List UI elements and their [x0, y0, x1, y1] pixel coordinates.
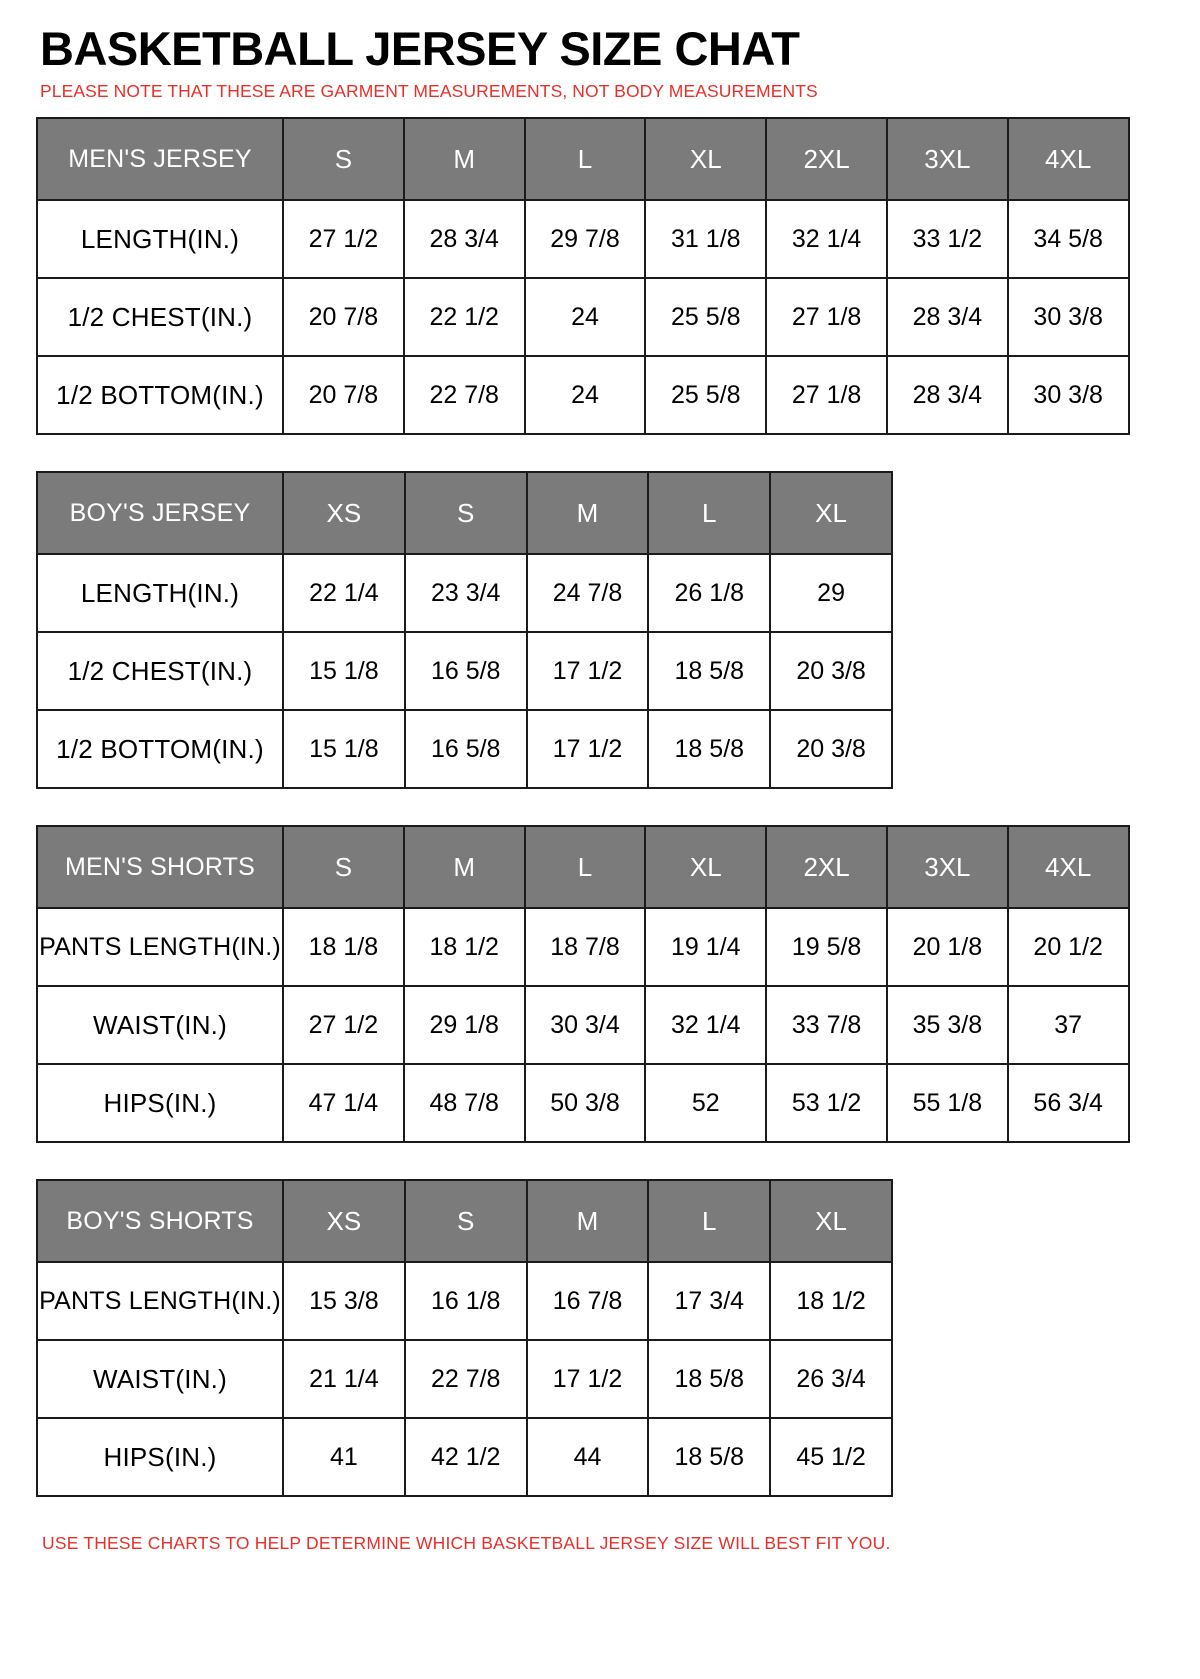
table-cell: 27 1/2	[283, 986, 404, 1064]
table-cell: 27 1/2	[283, 200, 404, 278]
table-cell: 32 1/4	[766, 200, 887, 278]
table-cell: 53 1/2	[766, 1064, 887, 1142]
table-row	[37, 710, 892, 788]
table-header-row	[37, 826, 1129, 908]
table-header-row	[37, 118, 1129, 200]
table-cell: 18 1/2	[770, 1262, 892, 1340]
table-cell: 22 7/8	[404, 356, 525, 434]
row-label: 1/2 BOTTOM(IN.)	[37, 710, 283, 788]
table-cell: 22 1/2	[404, 278, 525, 356]
table-header-cell: M	[527, 1180, 649, 1262]
table-header-cell: MEN'S JERSEY	[37, 118, 283, 200]
table-cell: 37	[1008, 986, 1129, 1064]
row-label: WAIST(IN.)	[37, 986, 283, 1064]
table-cell: 18 5/8	[648, 632, 770, 710]
row-label: 1/2 BOTTOM(IN.)	[37, 356, 283, 434]
table-cell: 15 3/8	[283, 1262, 405, 1340]
row-label: PANTS LENGTH(IN.)	[37, 1262, 283, 1340]
table-header-cell: BOY'S SHORTS	[37, 1180, 283, 1262]
table-cell: 44	[527, 1418, 649, 1496]
table-cell: 16 1/8	[405, 1262, 527, 1340]
table-header-cell: 4XL	[1008, 118, 1129, 200]
row-label: HIPS(IN.)	[37, 1418, 283, 1496]
table-row	[37, 1418, 892, 1496]
table-cell: 17 3/4	[648, 1262, 770, 1340]
table-cell: 29 7/8	[525, 200, 646, 278]
table-header-cell: M	[404, 118, 525, 200]
table-cell: 20 7/8	[283, 356, 404, 434]
table-cell: 17 1/2	[527, 1340, 649, 1418]
table-header-cell: 2XL	[766, 118, 887, 200]
table-cell: 45 1/2	[770, 1418, 892, 1496]
table-cell: 18 5/8	[648, 1340, 770, 1418]
table-cell: 29 1/8	[404, 986, 525, 1064]
table-cell: 32 1/4	[645, 986, 766, 1064]
footer-note: USE THESE CHARTS TO HELP DETERMINE WHICH BASKETBALL JERSEY SIZE WILL BEST FIT YOU.	[42, 1533, 891, 1554]
table-row	[37, 356, 1129, 434]
table-row	[37, 1064, 1129, 1142]
table-cell: 22 7/8	[405, 1340, 527, 1418]
table-cell: 42 1/2	[405, 1418, 527, 1496]
table-header-cell: 3XL	[887, 826, 1008, 908]
table-cell: 25 5/8	[645, 278, 766, 356]
table-mens-jersey	[36, 117, 1130, 435]
table-header-cell: BOY'S JERSEY	[37, 472, 283, 554]
table-cell: 35 3/8	[887, 986, 1008, 1064]
table-cell: 22 1/4	[283, 554, 405, 632]
table-cell: 52	[645, 1064, 766, 1142]
table-header-cell: MEN'S SHORTS	[37, 826, 283, 908]
row-label: 1/2 CHEST(IN.)	[37, 632, 283, 710]
page-title: BASKETBALL JERSEY SIZE CHAT	[40, 22, 800, 75]
table-cell: 31 1/8	[645, 200, 766, 278]
table-cell: 26 3/4	[770, 1340, 892, 1418]
table-header-cell: 4XL	[1008, 826, 1129, 908]
table-cell: 27 1/8	[766, 278, 887, 356]
table-cell: 18 5/8	[648, 710, 770, 788]
table-row	[37, 1262, 892, 1340]
row-label: LENGTH(IN.)	[37, 554, 283, 632]
table-cell: 24 7/8	[527, 554, 649, 632]
table-mens-shorts	[36, 825, 1130, 1143]
table-cell: 29	[770, 554, 892, 632]
row-label: PANTS LENGTH(IN.)	[37, 908, 283, 986]
table-cell: 24	[525, 356, 646, 434]
table-header-cell: S	[405, 472, 527, 554]
table-row	[37, 1340, 892, 1418]
table-row	[37, 986, 1129, 1064]
table-cell: 20 1/8	[887, 908, 1008, 986]
table-cell: 30 3/8	[1008, 278, 1129, 356]
table-cell: 20 1/2	[1008, 908, 1129, 986]
table-cell: 19 1/4	[645, 908, 766, 986]
table-boys-shorts	[36, 1179, 893, 1497]
row-label: WAIST(IN.)	[37, 1340, 283, 1418]
table-cell: 15 1/8	[283, 632, 405, 710]
table-header-cell: M	[527, 472, 649, 554]
row-label: 1/2 CHEST(IN.)	[37, 278, 283, 356]
table-header-cell: XS	[283, 472, 405, 554]
table-row	[37, 200, 1129, 278]
table-header-cell: XL	[645, 118, 766, 200]
table-row	[37, 908, 1129, 986]
table-cell: 27 1/8	[766, 356, 887, 434]
table-cell: 15 1/8	[283, 710, 405, 788]
table-cell: 18 1/2	[404, 908, 525, 986]
table-row	[37, 278, 1129, 356]
table-header-cell: M	[404, 826, 525, 908]
table-header-cell: XL	[645, 826, 766, 908]
table-cell: 34 5/8	[1008, 200, 1129, 278]
table-cell: 25 5/8	[645, 356, 766, 434]
table-cell: 47 1/4	[283, 1064, 404, 1142]
table-cell: 50 3/8	[525, 1064, 646, 1142]
table-cell: 18 5/8	[648, 1418, 770, 1496]
table-header-cell: 2XL	[766, 826, 887, 908]
table-cell: 18 1/8	[283, 908, 404, 986]
table-row	[37, 632, 892, 710]
row-label: HIPS(IN.)	[37, 1064, 283, 1142]
table-cell: 28 3/4	[887, 278, 1008, 356]
table-header-cell: L	[525, 118, 646, 200]
table-header-cell: L	[648, 472, 770, 554]
table-cell: 17 1/2	[527, 632, 649, 710]
table-cell: 23 3/4	[405, 554, 527, 632]
table-header-cell: L	[648, 1180, 770, 1262]
table-header-cell: XS	[283, 1180, 405, 1262]
table-cell: 33 7/8	[766, 986, 887, 1064]
table-cell: 30 3/4	[525, 986, 646, 1064]
table-header-cell: 3XL	[887, 118, 1008, 200]
table-header-row	[37, 1180, 892, 1262]
table-cell: 30 3/8	[1008, 356, 1129, 434]
table-header-cell: S	[405, 1180, 527, 1262]
table-cell: 19 5/8	[766, 908, 887, 986]
table-cell: 16 5/8	[405, 632, 527, 710]
table-header-row	[37, 472, 892, 554]
table-cell: 24	[525, 278, 646, 356]
table-cell: 20 7/8	[283, 278, 404, 356]
row-label: LENGTH(IN.)	[37, 200, 283, 278]
table-header-cell: S	[283, 826, 404, 908]
table-cell: 16 5/8	[405, 710, 527, 788]
table-cell: 33 1/2	[887, 200, 1008, 278]
table-cell: 26 1/8	[648, 554, 770, 632]
table-cell: 17 1/2	[527, 710, 649, 788]
table-header-cell: L	[525, 826, 646, 908]
table-cell: 21 1/4	[283, 1340, 405, 1418]
table-boys-jersey	[36, 471, 893, 789]
table-row	[37, 554, 892, 632]
table-header-cell: XL	[770, 472, 892, 554]
measurement-note: PLEASE NOTE THAT THESE ARE GARMENT MEASUREMENTS, NOT BODY MEASUREMENTS	[40, 81, 818, 102]
table-cell: 20 3/8	[770, 632, 892, 710]
table-cell: 18 7/8	[525, 908, 646, 986]
table-cell: 20 3/8	[770, 710, 892, 788]
table-cell: 41	[283, 1418, 405, 1496]
table-header-cell: S	[283, 118, 404, 200]
table-cell: 48 7/8	[404, 1064, 525, 1142]
table-cell: 56 3/4	[1008, 1064, 1129, 1142]
table-header-cell: XL	[770, 1180, 892, 1262]
table-cell: 16 7/8	[527, 1262, 649, 1340]
table-cell: 28 3/4	[887, 356, 1008, 434]
table-cell: 28 3/4	[404, 200, 525, 278]
table-cell: 55 1/8	[887, 1064, 1008, 1142]
